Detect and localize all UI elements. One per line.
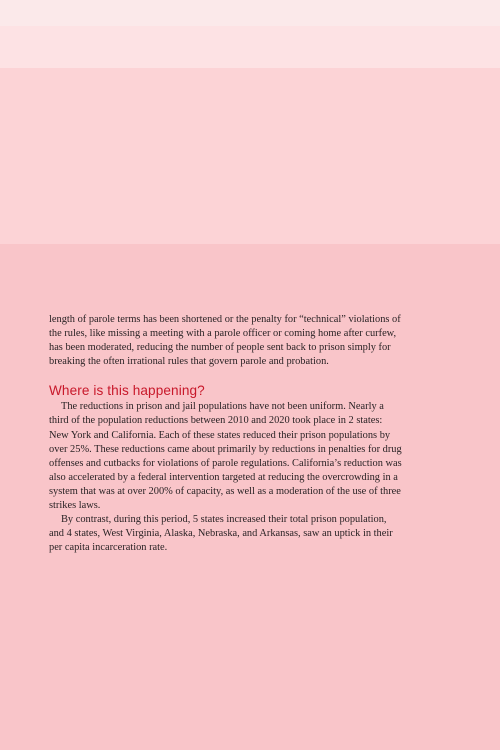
- background-band-middle: [0, 68, 500, 244]
- paragraph-contrast: By contrast, during this period, 5 states increased their total prison population, and 4 states, West Virginia, Alaska, Nebraska, and Arkansas, saw an uptick in their per capita incarceration rate.: [49, 514, 393, 554]
- article-body: [49, 313, 403, 555]
- background-band-top: [0, 0, 500, 26]
- paragraph-parole: length of parole terms has been shortened or the penalty for “technical” violations of the rules, like missing a meeting with a parole officer or coming home after curfew, has been moderated, reducing the number of people sent back to prison simply for breaking the often irrational rules that govern parole and probation.: [49, 314, 401, 368]
- paragraph-reductions: The reductions in prison and jail populations have not been uniform. Nearly a third of the population reductions between 2010 and 2020 took place in 2 states: New York and California. Each of these states reduced their prison populations by over 25%. These reductions came about primarily by reductions in penalties for drug offenses and cutbacks for violations of parole regulations. California’s reduction was also accelerated by a federal intervention targeted at reducing the overcrowding in a system that was at over 200% of capacity, as well as a moderation of the use of three strikes laws.: [49, 401, 402, 512]
- section-heading: Where is this happening?: [49, 383, 205, 399]
- background-band-upper: [0, 26, 500, 68]
